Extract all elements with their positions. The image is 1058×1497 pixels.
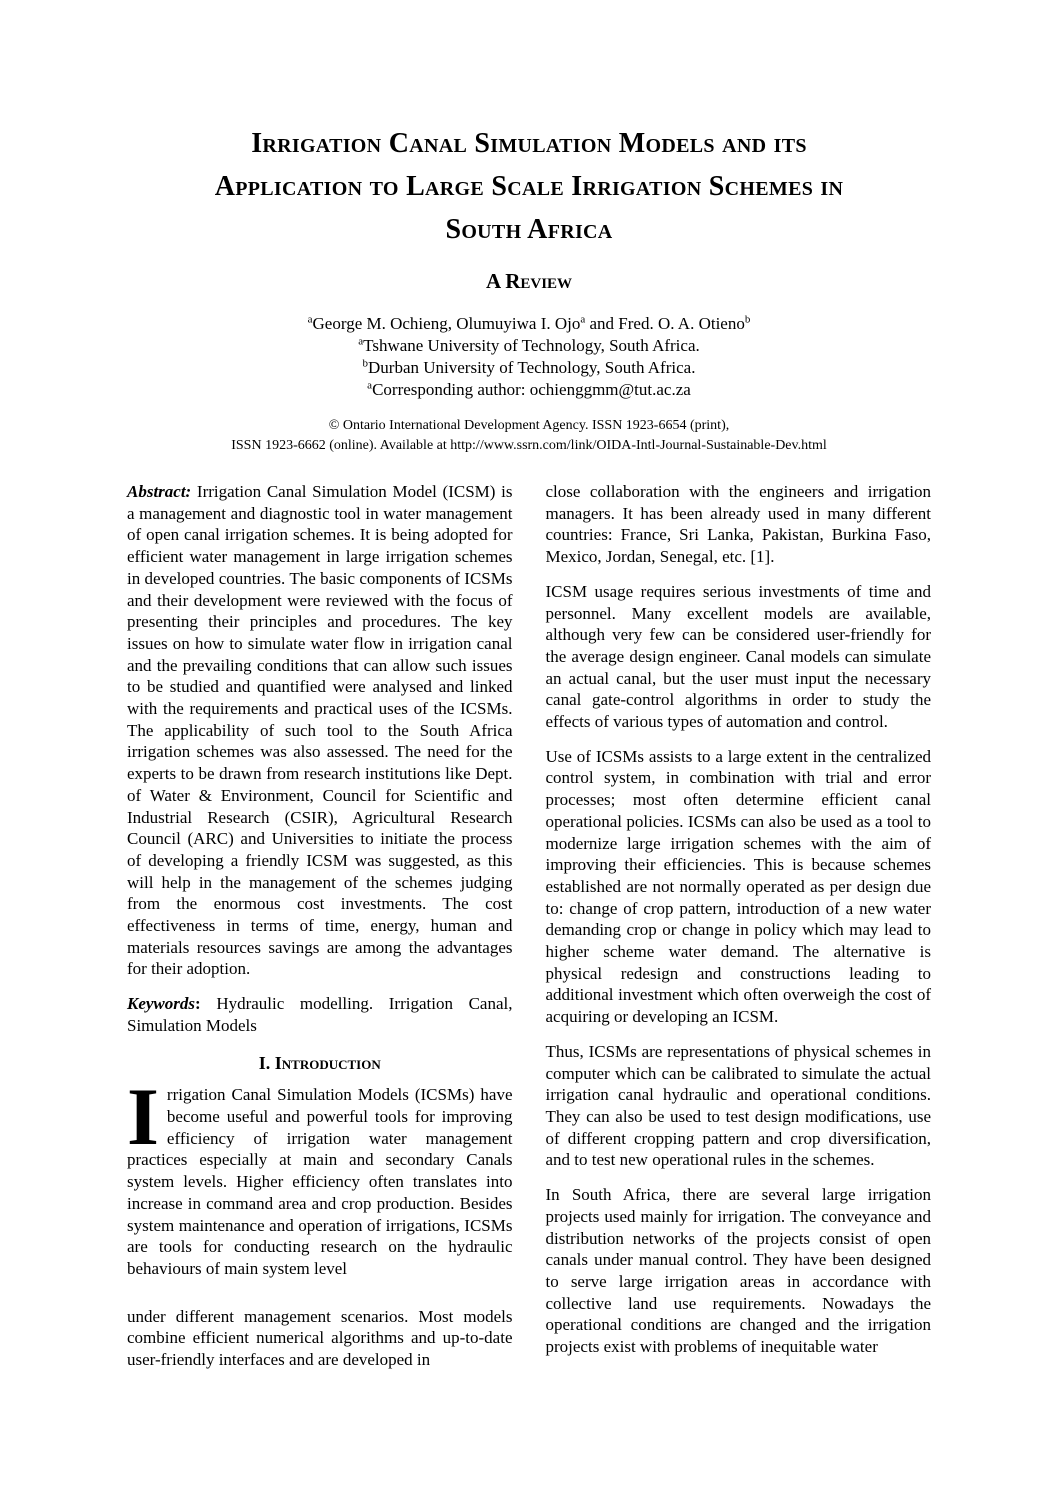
right-column	[546, 481, 932, 1384]
keywords-text: Hydraulic modelling. Irrigation Canal, Simulation Models	[127, 994, 513, 1035]
body-paragraph: close collaboration with the engineers and irrigation managers. It has been already used in many different countries: France, Sri Lanka, Pakistan, Burkina Faso, Mexico, Jordan, Senegal, etc. [1].	[545, 482, 931, 567]
intro-paragraph-continued: under different management scenarios. Most models combine efficient numerical algorithms and up-to-date user-friendly interfaces and are developed in	[127, 1306, 513, 1370]
body-paragraph: In South Africa, there are several large irrigation projects used mainly for irrigation. The conveyance and distribution networks of the projects consist of open canals under manual control. They have been designed to serve large irrigation areas in accordance with collective land use requirements. Nowadays the operational conditions are changed and the irrigation projects exist with problems of inequitable water	[545, 1185, 931, 1357]
paper-title-line: Application to Large Scale Irrigation Schemes in	[214, 171, 844, 202]
corresponding-author-line	[0, 379, 1058, 401]
affiliation-line	[0, 357, 1058, 379]
left-column	[127, 481, 513, 1384]
abstract-text: Irrigation Canal Simulation Model (ICSM) is a management and diagnostic tool in water management of open canal irrigation schemes. It is being adopted for efficient water management in large irrigation schemes in developed countries. The basic components of ICSMs and their development were reviewed with the focus of presenting their principles and procedures. The key issues on how to simulate water flow in irrigation canal and the prevailing conditions that can allow such issues to be studied and quantified were analysed and linked with the requirements and practical uses of the ICSMs. The applicability of such tool to the South Africa irrigation schemes was also assessed. The need for the experts to be drawn from research institutions like Dept. of Water & Environment, Council for Scientific and Industrial Research (CSIR), Agricultural Research Council (ARC) and Universities to initiate the process of developing a friendly ICSM was suggested, as this will help in the management of the schemes judging from the enormous cost investments. The cost effectiveness in terms of time, energy, human and materials resources savings are among the advantages for their adoption.	[127, 482, 513, 979]
paper-title-line: South Africa	[445, 214, 613, 245]
author-names: and Fred. O. A. Otieno	[585, 314, 745, 333]
paper-header	[0, 0, 1058, 455]
keywords-paragraph	[127, 993, 513, 1036]
abstract-paragraph	[127, 481, 513, 980]
paper-title	[0, 122, 1058, 251]
paper-subtitle: A Review	[485, 269, 573, 293]
journal-imprint	[0, 416, 1058, 455]
author-affiliation-superscript: a	[307, 313, 313, 326]
two-column-body	[127, 481, 931, 1384]
drop-cap: I	[127, 1071, 159, 1163]
intro-paragraph	[127, 1071, 513, 1279]
author-names: George M. Ochieng, Olumuyiwa I. Ojo	[312, 314, 581, 333]
imprint-line: ISSN 1923-6662 (online). Available at http://www.ssrn.com/link/OIDA-Intl-Journal-Sustainable-Dev.html	[231, 437, 827, 453]
affiliation-superscript: b	[362, 357, 369, 370]
author-byline	[0, 313, 1058, 335]
intro-paragraph-text: rrigation Canal Simulation Models (ICSMs) have become useful and powerful tools for improving efficiency of irrigation water management practices especially at main and secondary Canals system levels. Higher efficiency often translates into increase in command area and crop production. Besides system maintenance and operation of irrigations, ICSMs are tools for conducting research on the hydraulic behaviours of main system level	[127, 1085, 513, 1278]
affiliation-text: Durban University of Technology, South Africa.	[368, 358, 696, 377]
affiliation-superscript: a	[367, 379, 373, 392]
affiliation-superscript: a	[358, 335, 364, 348]
paper-title-line: Irrigation Canal Simulation Models and its	[251, 128, 807, 159]
body-paragraph: ICSM usage requires serious investments of time and personnel. Many excellent models are available, although very few can be considered user-friendly for the average design engineer. Canal models can simulate an actual canal, but the user must input the necessary canal gate-control algorithms in order to study the effects of various types of automation and control.	[545, 581, 931, 732]
imprint-line: © Ontario International Development Agency. ISSN 1923-6654 (print),	[328, 418, 730, 433]
abstract-label: Abstract:	[127, 482, 192, 501]
author-block	[0, 313, 1058, 401]
keywords-colon: :	[195, 994, 201, 1014]
author-affiliation-superscript: a	[580, 313, 586, 326]
keywords-label: Keywords	[127, 994, 195, 1014]
affiliation-line	[0, 335, 1058, 357]
author-affiliation-superscript: b	[744, 313, 751, 326]
body-paragraph: Use of ICSMs assists to a large extent in the centralized control system, in combination with trial and error processes; most often determine efficient canal operational policies. ICSMs can also be used as a tool to modernize large irrigation schemes with the aim of improving their efficiencies. This is because schemes established are not normally operated as per design due to: change of crop pattern, introduction of a new water demanding crop or change in policy which may lead to higher scheme water demand. The alternative is physical redesign and constructions leading to additional investment which often overweigh the cost of acquiring or developing an ICSM.	[545, 746, 931, 1027]
section-heading-introduction: I. Introduction	[258, 1052, 381, 1073]
corresponding-author-text: Corresponding author: ochienggmm@tut.ac.za	[372, 380, 691, 399]
affiliation-text: Tshwane University of Technology, South Africa.	[363, 336, 700, 355]
body-paragraph: Thus, ICSMs are representations of physical schemes in computer which can be calibrated to simulate the actual irrigation canal hydraulic and operational conditions. They can also be used to test design modifications, use of different cropping pattern and crop diversification, and to test new operational rules in the schemes.	[545, 1041, 931, 1170]
